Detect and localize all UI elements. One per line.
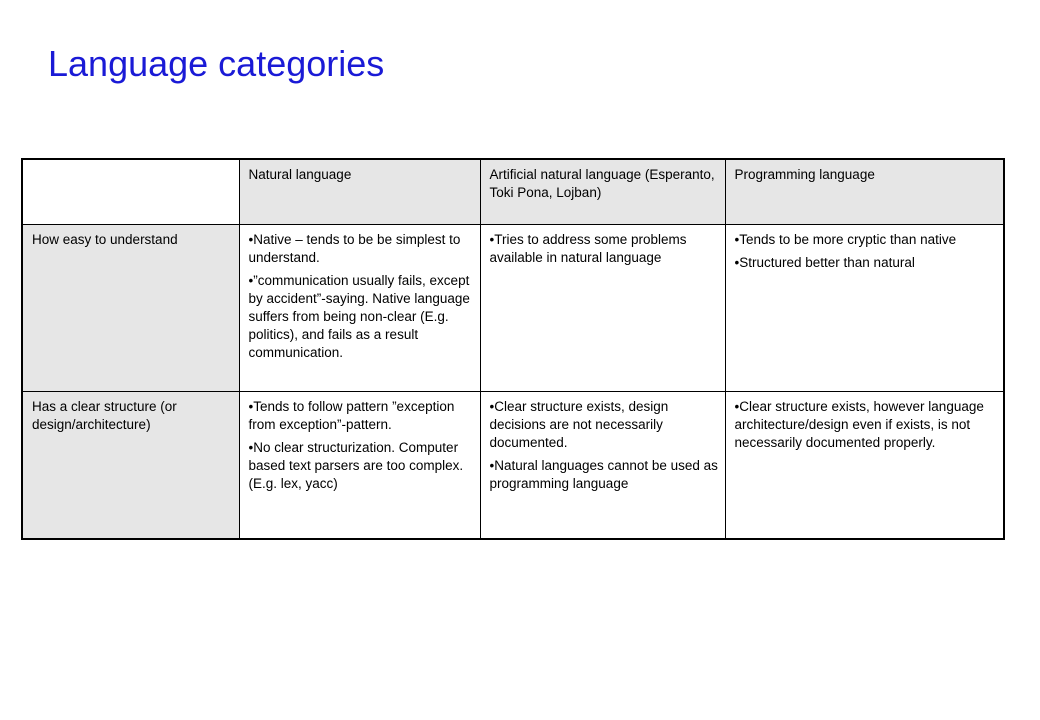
list-item: • Tends to follow pattern ”exception from exception”-pattern. (249, 398, 474, 434)
bullet-list (735, 398, 998, 452)
cell-structure-artificial (480, 392, 725, 540)
list-item: • Natural languages cannot be used as programming language (490, 457, 719, 493)
list-item: • Tends to be more cryptic than native (735, 231, 998, 249)
column-header-natural-language: Natural language (239, 159, 480, 225)
table-row-has-clear-structure (22, 392, 1004, 540)
cell-easy-artificial (480, 225, 725, 392)
bullet-list (249, 398, 474, 493)
bullet-list (490, 231, 719, 267)
language-categories-table (21, 158, 1005, 540)
page-title: Language categories (48, 43, 385, 84)
list-item: • Native – tends to be be simplest to understand. (249, 231, 474, 267)
table-row-how-easy-to-understand (22, 225, 1004, 392)
row-header-has-clear-structure: Has a clear structure (or design/architecture) (22, 392, 239, 540)
cell-easy-natural (239, 225, 480, 392)
list-item: • Clear structure exists, design decisions are not necessarily documented. (490, 398, 719, 452)
bullet-list (249, 231, 474, 362)
list-item: • ”communication usually fails, except by accident”-saying. Native language suffers from being non-clear (E.g. politics), and fails as a result communication. (249, 272, 474, 362)
list-item: • Tries to address some problems available in natural language (490, 231, 719, 267)
header-row (22, 159, 1004, 225)
list-item: • No clear structurization. Computer based text parsers are too complex. (E.g. lex, yacc) (249, 439, 474, 493)
corner-cell (22, 159, 239, 225)
cell-easy-programming (725, 225, 1004, 392)
column-header-artificial-natural-language: Artificial natural language (Esperanto, Toki Pona, Lojban) (480, 159, 725, 225)
list-item: • Structured better than natural (735, 254, 998, 272)
bullet-list (735, 231, 998, 272)
cell-structure-natural (239, 392, 480, 540)
list-item: • Clear structure exists, however language architecture/design even if exists, is not necessarily documented properly. (735, 398, 998, 452)
column-header-programming-language: Programming language (725, 159, 1004, 225)
bullet-list (490, 398, 719, 493)
row-header-how-easy-to-understand: How easy to understand (22, 225, 239, 392)
cell-structure-programming (725, 392, 1004, 540)
